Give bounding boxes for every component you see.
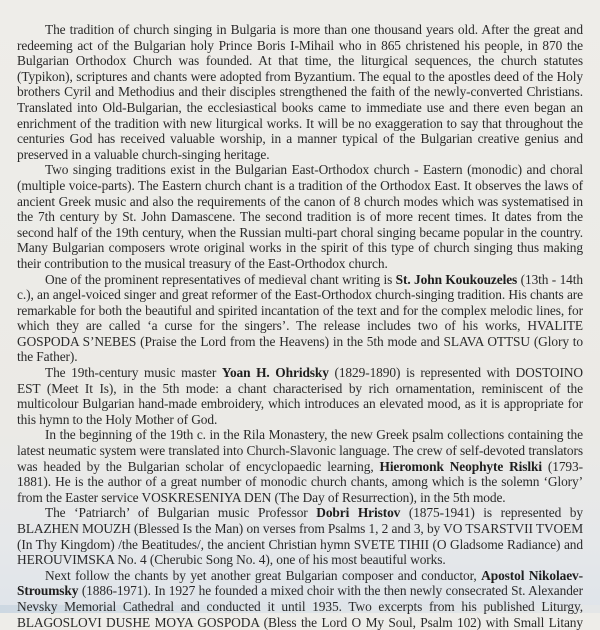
booklet-text bbox=[17, 22, 583, 630]
paragraph-hristov bbox=[17, 505, 583, 567]
paragraph-singing-traditions bbox=[17, 162, 583, 271]
paragraph-text: The tradition of church singing in Bulgaria is more than one thousand years old. After the great and redeeming act of the Bulgarian holy Prince Boris I-Mihail who in 865 christened his people, in 870 the Bulgarian Orthodox Church was founded. At that time, the liturgical sequences, the church statutes (Typikon), scriptures and chants were adopted from Byzantium. The equal to the apostles deed of the Holy brothers Cyril and Methodius and their disciples strengthened the faith of the newly-converted Christians. Translated into Old-Bulgarian, the ecclesiastical books came to immediate use and there even began an enrichment of the tradition with new liturgical works. It will be no exaggeration to say that throughout the centuries God has received valuable worship, in a manner typical of the Bulgarian creative genius and preserved in a valuable church-singing heritage. bbox=[17, 22, 583, 162]
paragraph-text: Two singing traditions exist in the Bulgarian East-Orthodox church - Eastern (monodic) and choral (multiple voice-parts). The Eastern church chant is a tradition of the Orthodox East. It observes the laws of ancient Greek music and also the requirements of the canon of 8 church modes which was systematised in the 7th century by St. John Damascene. The second tradition is of more recent times. It dates from the second half of the 19th century, when the Russian multi-part choral singing became popular in the country. Many Bulgarian composers wrote original works in the spirit of this type of church singing thus making their contribution to the musical treasury of the East-Orthodox church. bbox=[17, 162, 583, 271]
paragraph-text: (13th - 14th c.), an angel-voiced singer and great reformer of the East-Orthodox church-singing tradition. His chants are remarkable for both the beautiful and spirited incantation of the text and for the complex melodic lines, for which they are called ‘a curse for the singers’. The release includes two of his works, HVALITE GOSPODA S’NEBES (Praise the Lord from the Heavens) in the 5th mode and SLAVA OTTSU (Glory to the Father). bbox=[17, 271, 583, 365]
composer-name: Apostol Nikolaev-Stroumsky bbox=[17, 567, 583, 599]
paragraph-text: (1875-1941) is represented by BLAZHEN MOUZH (Blessed Is the Man) on verses from Psalms 1, 2 and 3, by VO TSARSTVII TVOEM (In Thy Kingdom) /the Beatitudes/, the ancient Christian hymn SVETE TIHII (O Gladsome Radiance) and HEROUVIMSKA No. 4 (Cherubic Song No. 4), one of his most beautiful works. bbox=[17, 505, 583, 568]
paragraph-text: (1829-1890) is represented with DOSTOINO EST (Meet It Is), in the 5th mode: a chant characterised by rich ornamentation, reminiscent of the multicolour Bulgarian hand-made embroidery, which introduces an elevated mood, as it is appropriate for this hymn to the Holy Mother of God. bbox=[17, 365, 583, 427]
paragraph-rilski bbox=[17, 427, 583, 505]
paragraph-text: In the beginning of the 19th c. in the Rila Monastery, the new Greek psalm collections containing the latest neumatic system were translated into Church-Slavonic language. The crew of self-devoted translators was headed by the Bulgarian scholar of encyclopaedic learning, bbox=[17, 427, 583, 474]
paragraph-text: (1886-1971). In 1927 he founded a mixed choir with the then newly consecrated St. Alexander Nevsky Memorial Cathedral and conducted it until 1935. Two excerpts from his published Liturgy, BLAGOSLOVI DUSHE MOYA GOSPODA (Bless the Lord O My Soul, Psalm 102) with Small Litany bbox=[17, 583, 583, 630]
composer-name: Dobri Hristov bbox=[316, 505, 401, 521]
paragraph-text: One of the prominent representatives of medieval chant writing is bbox=[45, 271, 396, 287]
paragraph-koukouzeles bbox=[17, 272, 583, 366]
paragraph-text: Next follow the chants by yet another great Bulgarian composer and conductor, bbox=[45, 567, 482, 583]
paragraph-ohridsky bbox=[17, 365, 583, 427]
paragraph-intro bbox=[17, 22, 583, 162]
composer-name: St. John Koukouzeles bbox=[395, 271, 518, 287]
paragraph-stroumsky bbox=[17, 568, 583, 630]
paragraph-text: The ‘Patriarch’ of Bulgarian music Professor bbox=[45, 505, 317, 521]
paragraph-text: The 19th-century music master bbox=[45, 365, 222, 381]
composer-name: Yoan H. Ohridsky bbox=[221, 365, 329, 381]
paragraph-text: (1793-1881). He is the author of a great number of monodic church chants, among which is the solemn ‘Glory’ from the Easter service VOSKRESENIYA DEN (The Day of Resurrection), in the 5th mode. bbox=[17, 458, 583, 505]
composer-name: Hieromonk Neophyte Rislki bbox=[379, 458, 542, 474]
